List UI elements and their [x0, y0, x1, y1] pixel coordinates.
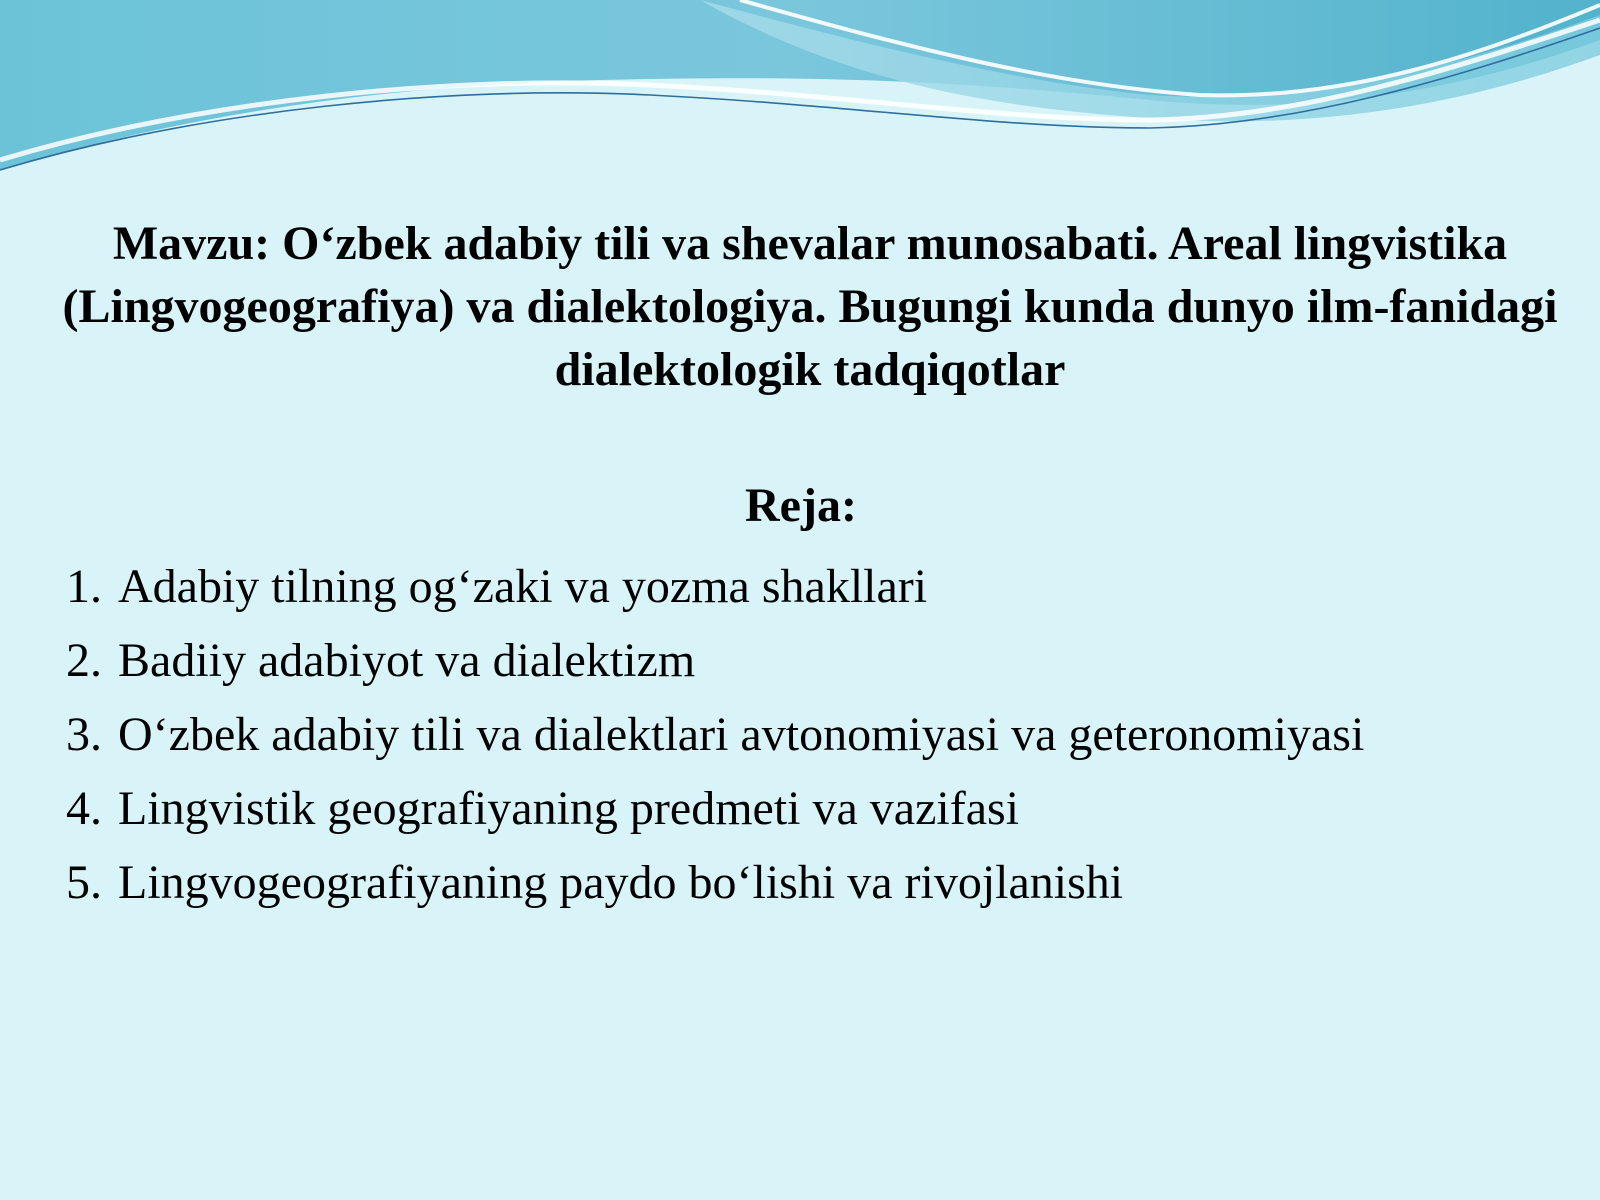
plan-item-text: Lingvogeografiyaning paydo bo‘lishi va rivojlanishi: [118, 856, 1124, 909]
plan-item-number: 1.: [66, 560, 102, 613]
plan-item: [66, 550, 1364, 624]
plan-item: [66, 698, 1364, 772]
plan-item-text: Badiiy adabiyot va dialektizm: [118, 634, 696, 687]
plan-item-text: Adabiy tilning og‘zaki va yozma shakllari: [118, 560, 928, 613]
plan-item-text: Lingvistik geografiyaning predmeti va vazifasi: [118, 782, 1020, 835]
header-wave-decoration: [0, 0, 1600, 200]
plan-item: [66, 846, 1364, 920]
plan-item-number: 5.: [66, 856, 102, 909]
plan-item: [66, 772, 1364, 846]
plan-item-number: 2.: [66, 634, 102, 687]
plan-item-text: O‘zbek adabiy tili va dialektlari avtonomiyasi va geteronomiyasi: [118, 708, 1365, 761]
plan-heading: Reja:: [745, 479, 857, 532]
plan-item-number: 3.: [66, 708, 102, 761]
slide-title: Mavzu: O‘zbek adabiy tili va shevalar munosabati. Areal lingvistika (Lingvogeografiya) va dialektologiya. Bugungi kunda dunyo ilm-fanidagi dialektologik tadqiqotlar: [62, 217, 1558, 396]
plan-item: [66, 624, 1364, 698]
plan-list: [66, 550, 1364, 920]
plan-item-number: 4.: [66, 782, 102, 835]
